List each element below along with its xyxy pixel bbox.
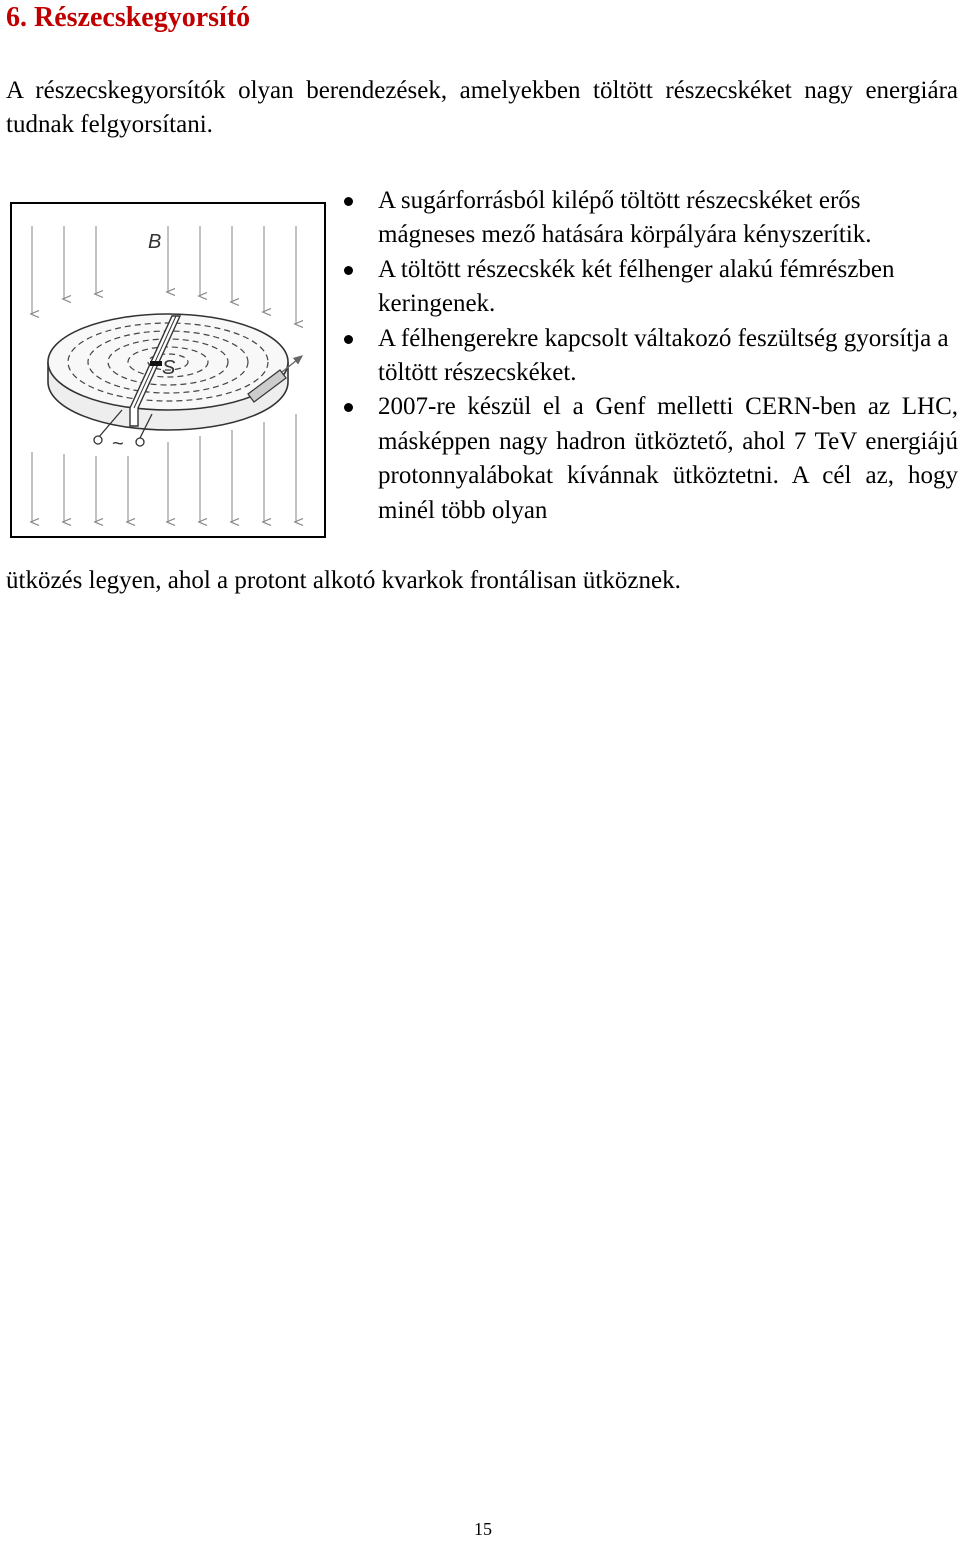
list-item bbox=[330, 322, 958, 391]
label-b: B bbox=[148, 231, 162, 253]
bullet-text: A sugárforrásból kilépő töltött részecskéket erős mágneses mező hatására körpályára kényszerítik. bbox=[378, 187, 872, 249]
bullet-icon bbox=[344, 266, 353, 275]
list-item bbox=[330, 253, 958, 322]
label-s: S bbox=[162, 357, 176, 379]
continuation-text: ütközés legyen, ahol a protont alkotó kvarkok frontálisan ütköznek. bbox=[6, 567, 681, 594]
intro-paragraph: A részecskegyorsítók olyan berendezések, amelyekben töltött részecskéket nagy energiára tudnak felgyorsítani. bbox=[6, 77, 958, 138]
label-ac: ~ bbox=[112, 433, 124, 455]
page-number: 15 bbox=[474, 1519, 492, 1539]
cyclotron-diagram bbox=[12, 204, 324, 536]
bullet-icon bbox=[344, 335, 353, 344]
cyclotron-figure bbox=[10, 202, 326, 538]
list-item bbox=[330, 390, 958, 528]
bullet-text: A félhengerekre kapcsolt váltakozó feszültség gyorsítja a töltött részecskéket. bbox=[378, 324, 949, 387]
list-item bbox=[330, 184, 958, 253]
bullet-icon bbox=[344, 197, 353, 206]
field-lines-top bbox=[32, 226, 296, 324]
bullet-text: 2007-re készül el a Genf melletti CERN-ben az LHC, másképpen nagy hadron ütköztető, ahol 7 TeV energiájú protonnyalábokat kívánnak ütköztetni. A cél az, hogy minél több olyan bbox=[378, 393, 958, 524]
section-heading: 6. Részecskegyorsító bbox=[6, 2, 251, 33]
bullet-icon bbox=[344, 403, 353, 412]
source-marker bbox=[150, 361, 162, 366]
bullet-list bbox=[330, 184, 958, 528]
bullet-text: A töltött részecskék két félhenger alakú fémrészben keringenek. bbox=[378, 255, 895, 318]
